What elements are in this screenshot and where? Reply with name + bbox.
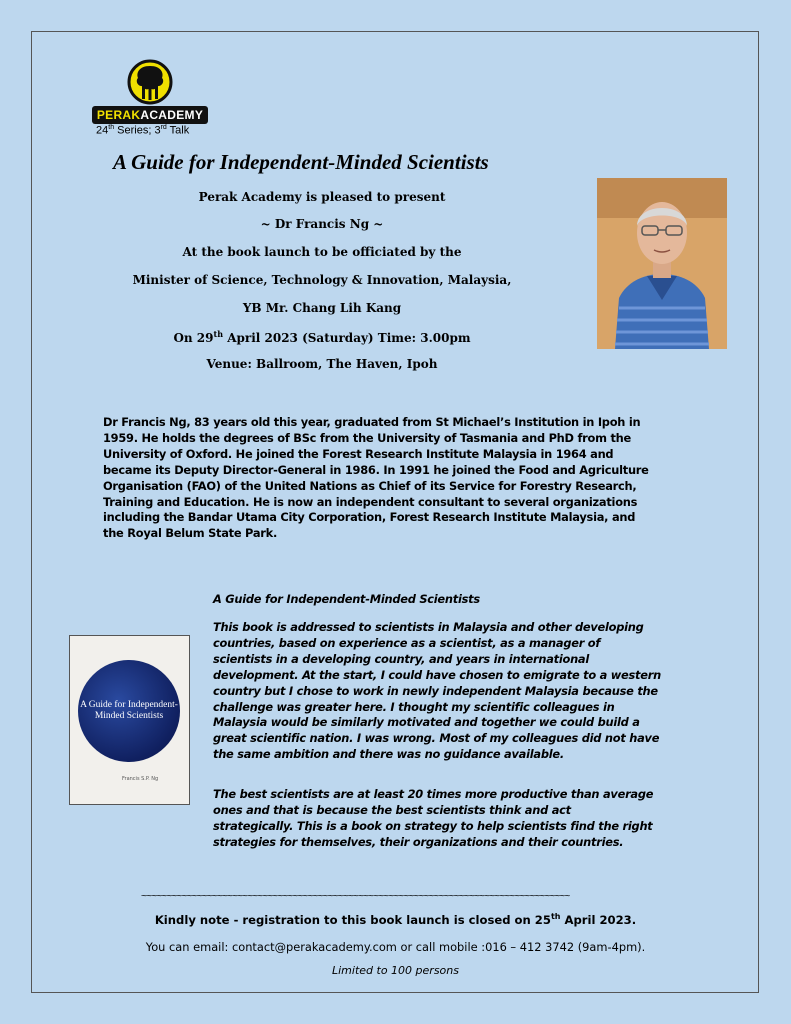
speaker-photo bbox=[597, 178, 727, 349]
logo-text-academy: ACADEMY bbox=[140, 108, 204, 122]
paragraph-line: great scientific nation. I was wrong. Most of my colleagues did not have bbox=[213, 731, 660, 746]
bio-line: 1959. He holds the degrees of BSc from the University of Tasmania and PhD from the bbox=[103, 430, 631, 445]
bio-line: including the Bandar Utama City Corporation, Forest Research Institute Malaysia, and bbox=[103, 510, 636, 525]
book-cover bbox=[69, 635, 190, 805]
bio-line: the Royal Belum State Park. bbox=[103, 526, 278, 541]
event-date: On 29th April 2023 (Saturday) Time: 3.00pm bbox=[173, 329, 471, 345]
bio-line: Dr Francis Ng, 83 years old this year, graduated from St Michael’s Institution in Ipoh in bbox=[103, 415, 641, 429]
logo-wordmark bbox=[92, 106, 208, 124]
paragraph-line: ones and that is because the best scientists think and act bbox=[213, 802, 571, 817]
bio-line: Organisation (FAO) of the United Nations as Chief of its Service for Forestry Research, bbox=[103, 478, 637, 493]
speaker-bio bbox=[103, 415, 703, 542]
announcement-line-1: Perak Academy is pleased to present bbox=[198, 190, 446, 204]
tilde-divider: ~~~~~~~~~~~~~~~~~~~~~~~~~~~~~~~~~~~~~~~~~~~~~~~~~~~~~~~~~~~~~~~~~~~~~~~~~~~~~~~~~~~~~ bbox=[141, 891, 570, 902]
book-cover-title: A Guide for Independent-Minded Scientists bbox=[80, 700, 178, 721]
paragraph-line: challenge was greater here. I thought my scientific colleagues in bbox=[213, 699, 615, 714]
tree-logo-icon bbox=[127, 59, 173, 105]
paragraph-line: country but I chose to work in newly independent Malaysia because the bbox=[213, 683, 658, 698]
book-cover-emblem bbox=[78, 660, 180, 762]
page-title: A Guide for Independent-Minded Scientists bbox=[113, 150, 489, 174]
announcement-line-3: At the book launch to be officiated by the bbox=[182, 245, 462, 259]
paragraph-line: This book is addressed to scientists in Malaysia and other developing bbox=[213, 620, 644, 634]
officiator-name: YB Mr. Chang Lih Kang bbox=[242, 301, 402, 315]
bio-line: University of Oxford. He joined the Forest Research Institute Malaysia in 1964 and bbox=[103, 446, 614, 461]
contact-info: You can email: contact@perakacademy.com or call mobile :016 – 412 3742 (9am-4pm). bbox=[145, 940, 646, 954]
book-description-paragraph-2 bbox=[213, 787, 653, 851]
speaker-name: ~ Dr Francis Ng ~ bbox=[260, 217, 384, 231]
registration-note: Kindly note - registration to this book launch is closed on 25th April 2023. bbox=[154, 912, 637, 927]
paragraph-line: The best scientists are at least 20 times more productive than average bbox=[213, 787, 654, 801]
announcement-line-4: Minister of Science, Technology & Innovation, Malaysia, bbox=[132, 273, 512, 287]
book-description-paragraph-1 bbox=[213, 620, 661, 763]
bio-line: became its Deputy Director-General in 1986. In 1991 he joined the Food and Agriculture bbox=[103, 462, 649, 477]
bio-line: Training and Education. He is now an independent consultant to several organizations bbox=[103, 494, 638, 509]
paragraph-line: countries, based on experience as a scientist, as a manager of bbox=[213, 635, 601, 650]
book-heading: A Guide for Independent-Minded Scientists bbox=[213, 592, 480, 606]
paragraph-line: development. At the start, I could have chosen to emigrate to a western bbox=[213, 667, 661, 682]
series-label: 24th Series; 3rd Talk bbox=[96, 124, 190, 137]
paragraph-line: Malaysia would be similarly motivated and together we could build a bbox=[213, 715, 640, 730]
logo-text-perak: PERAK bbox=[96, 108, 141, 122]
paragraph-line: the same ambition and there was no guidance available. bbox=[213, 747, 564, 762]
paragraph-line: scientists in a developing country, and years in international bbox=[213, 651, 590, 666]
paragraph-line: strategically. This is a book on strategy to help scientists find the right bbox=[213, 818, 653, 833]
capacity-note: Limited to 100 persons bbox=[332, 964, 459, 977]
event-venue: Venue: Ballroom, The Haven, Ipoh bbox=[206, 357, 438, 371]
paragraph-line: strategies for themselves, their organizations and their countries. bbox=[213, 834, 624, 849]
book-cover-author: Francis S.P. Ng bbox=[122, 776, 159, 782]
